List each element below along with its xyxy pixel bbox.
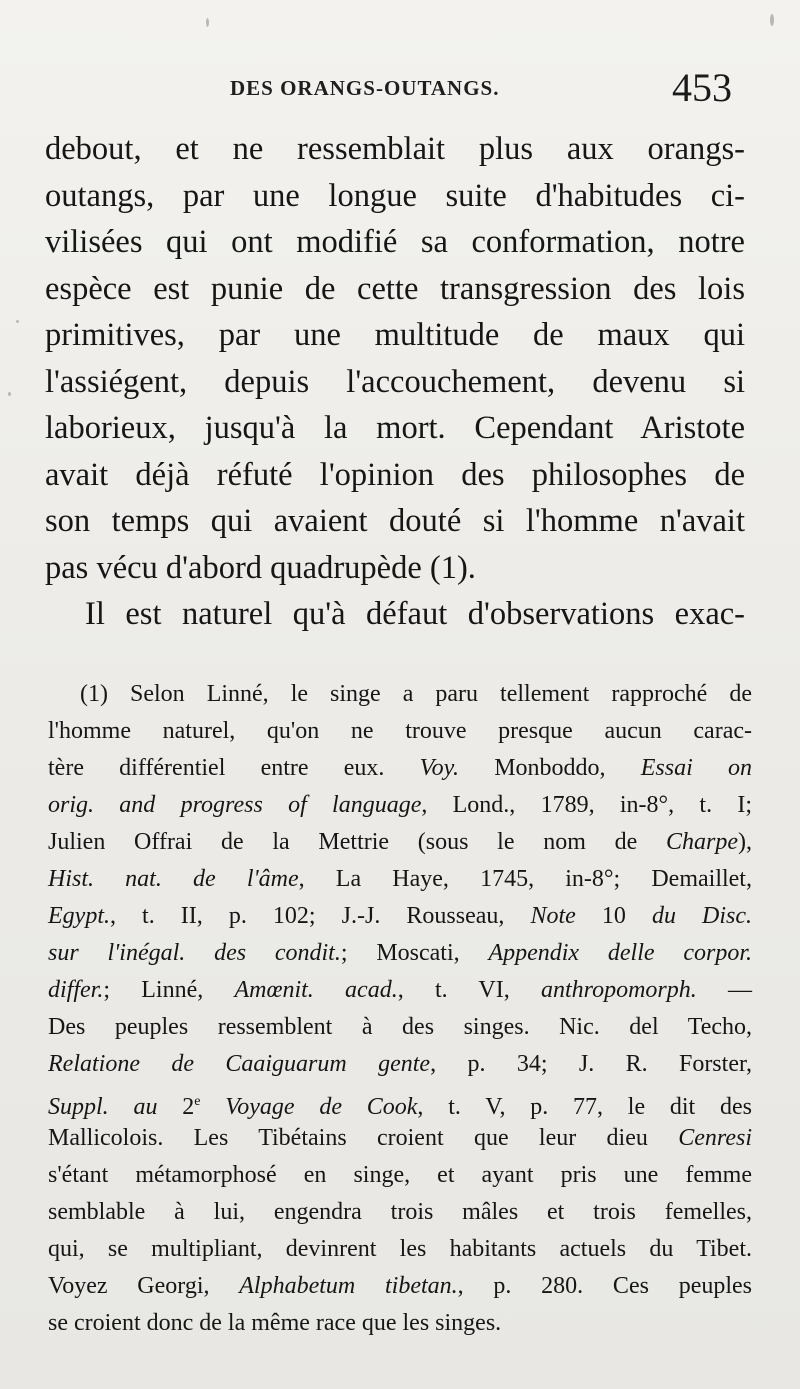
footnote-italic-text: Alphabetum tibetan.	[239, 1273, 458, 1299]
footnote-italic-text: differ.	[48, 977, 104, 1003]
footnote-italic-text: orig. and progress of language	[48, 792, 422, 818]
footnote-italic-text: Amœnit. acad.	[234, 977, 398, 1003]
footnote-line	[48, 1268, 752, 1305]
footnote-italic-text: Voyage de Cook	[225, 1094, 418, 1120]
footnote-line	[48, 787, 752, 824]
footnote-italic-text: sur l'inégal. des condit.	[48, 940, 341, 966]
footnote-italic-text: Voy.	[419, 755, 459, 781]
body-text-line: espèce est punie de cette transgression des lois	[45, 270, 745, 307]
footnote-text: ; Moscati,	[340, 940, 489, 966]
footnote-text: qui, se multipliant, devinrent les habitants actuels du Tibet.	[48, 1236, 752, 1262]
paper-speck	[8, 392, 11, 396]
footnote-italic-text: anthropomorph.	[540, 977, 697, 1003]
footnote-text: —	[696, 977, 752, 1003]
paper-speck	[16, 320, 19, 323]
footnote-text: Monboddo,	[458, 755, 641, 781]
footnote-text: l'homme naturel, qu'on ne trouve presque aucun carac-	[48, 718, 752, 744]
footnote-line	[48, 1009, 752, 1046]
footnote-text: Des peuples ressemblent à des singes. Nic. del Techo,	[48, 1014, 752, 1040]
footnote-text: semblable à lui, engendra trois mâles et trois femelles,	[48, 1199, 752, 1225]
body-text	[45, 126, 745, 638]
footnote-line	[48, 898, 752, 935]
paper-speck	[206, 18, 209, 27]
footnote-text: Mallicolois. Les Tibétains croient que leur dieu	[48, 1125, 679, 1151]
footnote-line	[48, 676, 752, 713]
footnote-text: 10	[575, 903, 652, 929]
footnote-line	[48, 1231, 752, 1268]
footnote-line	[48, 1305, 752, 1342]
footnote-line	[48, 861, 752, 898]
footnote-italic-text: Essai on	[640, 755, 752, 781]
footnote-text: , p. 280. Ces peuples	[457, 1273, 753, 1299]
footnote-text: Julien Offrai de la Mettrie (sous le nom de	[48, 829, 666, 855]
footnote-text: ),	[738, 829, 752, 855]
footnote-line	[48, 935, 752, 972]
footnote-line	[48, 1083, 752, 1120]
footnote-italic-text: Charpe	[666, 829, 738, 855]
footnote-text: 2	[157, 1094, 195, 1120]
footnote-block	[48, 676, 752, 1342]
footnote-italic-text: Suppl. au	[48, 1094, 158, 1120]
footnote-text: , t. II, p. 102; J.-J. Rousseau,	[109, 903, 531, 929]
footnote-text: , Lond., 1789, in-8°, t. I;	[421, 792, 753, 818]
footnote-line	[48, 824, 752, 861]
body-text-line: vilisées qui ont modifié sa conformation, notre	[45, 224, 745, 260]
footnote-superscript: e	[194, 1094, 201, 1109]
footnote-italic-text: Appendix delle corpor.	[488, 940, 752, 966]
footnote-line	[48, 972, 752, 1009]
body-text-line: Il est naturel qu'à défaut d'observations exac-	[85, 596, 745, 632]
footnote-line	[48, 1046, 752, 1083]
body-text-line: laborieux, jusqu'à la mort. Cependant Aristote	[45, 410, 745, 446]
body-text-line: son temps qui avaient douté si l'homme n'avait	[45, 503, 745, 539]
footnote-italic-text: du Disc.	[651, 903, 752, 929]
body-text-line: primitives, par une multitude de maux qui	[45, 317, 745, 353]
footnote-text: ; Linné,	[103, 977, 235, 1003]
footnote-text: , La Haye, 1745, in-8°; Demaillet,	[298, 866, 752, 892]
body-text-line: l'assiégent, depuis l'accouchement, devenu si	[45, 363, 745, 400]
body-text-line: pas vécu d'abord quadrupède (1).	[45, 549, 476, 586]
body-text-line: outangs, par une longue suite d'habitudes ci-	[45, 177, 745, 214]
footnote-line	[48, 1120, 752, 1157]
footnote-italic-text: Egypt.	[48, 903, 110, 929]
footnote-line	[48, 1194, 752, 1231]
footnote-text: Voyez Georgi,	[48, 1273, 240, 1299]
footnote-text	[200, 1094, 225, 1120]
footnote-text: , t. V, p. 77, le dit des	[417, 1094, 753, 1120]
footnote-text: tère différentiel entre eux.	[48, 755, 420, 781]
footnote-line	[48, 713, 752, 750]
paper-speck	[770, 14, 774, 26]
footnote-text: s'étant métamorphosé en singe, et ayant pris une femme	[48, 1162, 752, 1188]
running-head: DES ORANGS-OUTANGS.	[230, 76, 500, 100]
footnote-italic-text: Relatione de Caaiguarum gente	[48, 1051, 431, 1077]
body-text-line: debout, et ne ressemblait plus aux orangs-	[45, 131, 745, 167]
footnote-text: , t. VI,	[397, 977, 541, 1003]
footnote-text: (1) Selon Linné, le singe a paru tellement rapproché de	[80, 681, 752, 707]
footnote-text: , p. 34; J. R. Forster,	[430, 1051, 752, 1077]
footnote-line	[48, 1157, 752, 1194]
footnote-text: se croient donc de la même race que les singes.	[48, 1310, 502, 1336]
page-number: 453	[672, 65, 732, 110]
body-text-line: avait déjà réfuté l'opinion des philosophes de	[45, 456, 745, 493]
footnote-italic-text: Hist. nat. de l'âme	[48, 866, 299, 892]
footnote-line	[48, 750, 752, 787]
footnote-italic-text: Note	[530, 903, 576, 929]
footnote-italic-text: Cenresi	[678, 1125, 752, 1151]
